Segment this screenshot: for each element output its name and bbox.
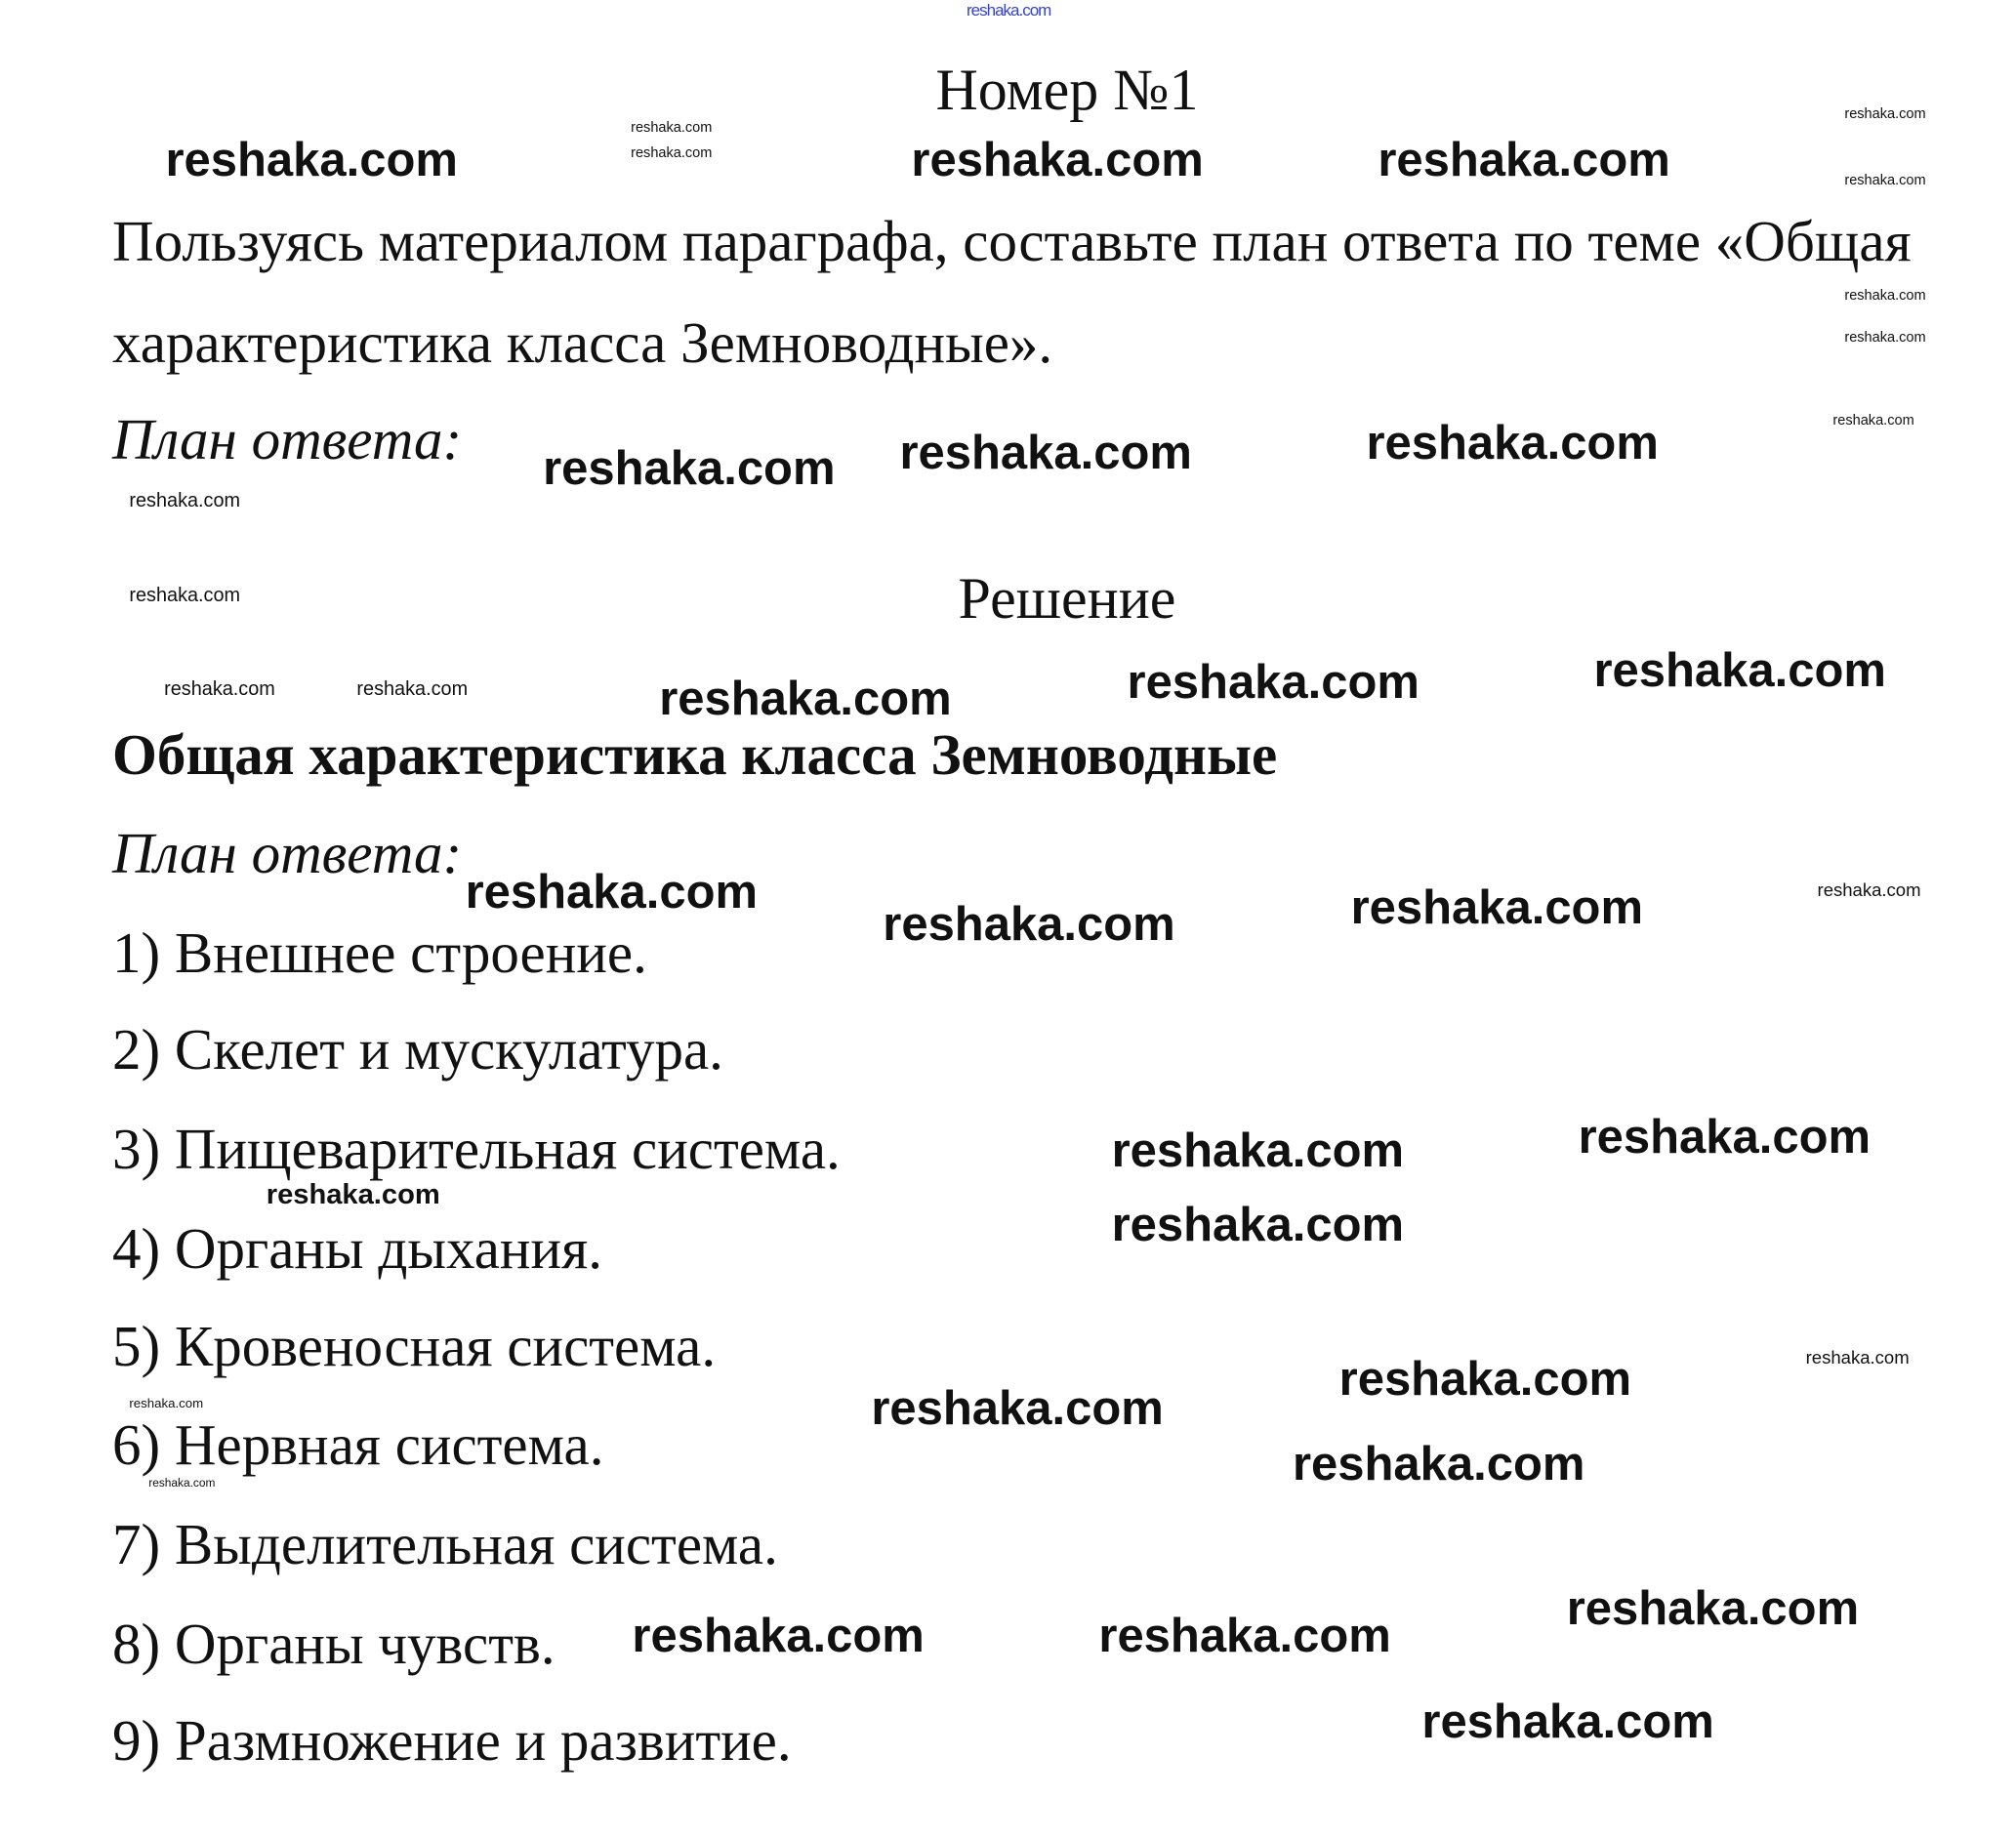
watermark: reshaka.com [631,145,713,162]
watermark: reshaka.com [164,678,275,701]
watermark: reshaka.com [1127,655,1419,709]
top-watermark: reshaka.com [967,1,1051,20]
question-line-1: Пользуясь материалом параграфа, составьте план ответа по теме «Общая [112,209,1912,273]
watermark: reshaka.com [465,866,759,919]
watermark: reshaka.com [148,1476,216,1491]
watermark: reshaka.com [1844,330,1926,347]
watermark: reshaka.com [1111,1198,1405,1251]
watermark: reshaka.com [1350,881,1644,935]
task-title: Номер №1 [935,58,1199,122]
watermark: reshaka.com [1366,416,1659,470]
watermark: reshaka.com [129,1395,204,1410]
watermark: reshaka.com [1421,1695,1714,1749]
task-plan-label: План ответа: [112,407,463,471]
watermark: reshaka.com [165,133,458,186]
question-line-2: характеристика класса Земноводные». [112,310,1053,375]
plan-item: 4) Органы дыхания. [112,1216,602,1281]
watermark: reshaka.com [1844,106,1926,123]
watermark: reshaka.com [129,490,241,512]
watermark: reshaka.com [543,442,836,496]
plan-item: 5) Кровеносная система. [112,1314,717,1378]
watermark: reshaka.com [659,672,952,725]
watermark: reshaka.com [899,427,1192,480]
watermark: reshaka.com [1378,133,1670,186]
watermark: reshaka.com [129,584,241,606]
solution-topic: Общая характеристика класса Земноводные [112,722,1278,787]
watermark: reshaka.com [1566,1581,1860,1635]
watermark: reshaka.com [911,133,1204,186]
solution-heading: Решение [958,566,1176,631]
watermark: reshaka.com [1111,1124,1405,1178]
watermark: reshaka.com [1832,413,1914,429]
solution-plan-label: План ответа: [112,821,463,885]
watermark: reshaka.com [266,1178,440,1210]
plan-item: 2) Скелет и мускулатура. [112,1017,723,1082]
watermark: reshaka.com [1098,1609,1391,1662]
watermark: reshaka.com [871,1381,1164,1435]
watermark: reshaka.com [631,119,713,136]
watermark: reshaka.com [1578,1110,1872,1164]
watermark: reshaka.com [1593,643,1886,697]
watermark: reshaka.com [1805,1347,1910,1368]
watermark: reshaka.com [356,678,469,701]
watermark: reshaka.com [1844,287,1926,304]
watermark: reshaka.com [1817,878,1921,900]
watermark: reshaka.com [1844,172,1926,188]
plan-item: 7) Выделительная система. [112,1512,778,1576]
watermark: reshaka.com [632,1609,925,1662]
plan-item: 3) Пищеварительная система. [112,1117,841,1181]
watermark: reshaka.com [1338,1353,1632,1407]
plan-item: 9) Размножение и развитие. [112,1708,792,1773]
plan-item: 6) Нервная система. [112,1412,604,1477]
plan-item: 8) Органы чувств. [112,1612,555,1676]
watermark: reshaka.com [883,898,1175,952]
watermark: reshaka.com [1293,1437,1585,1491]
plan-item: 1) Внешнее строение. [112,920,647,985]
